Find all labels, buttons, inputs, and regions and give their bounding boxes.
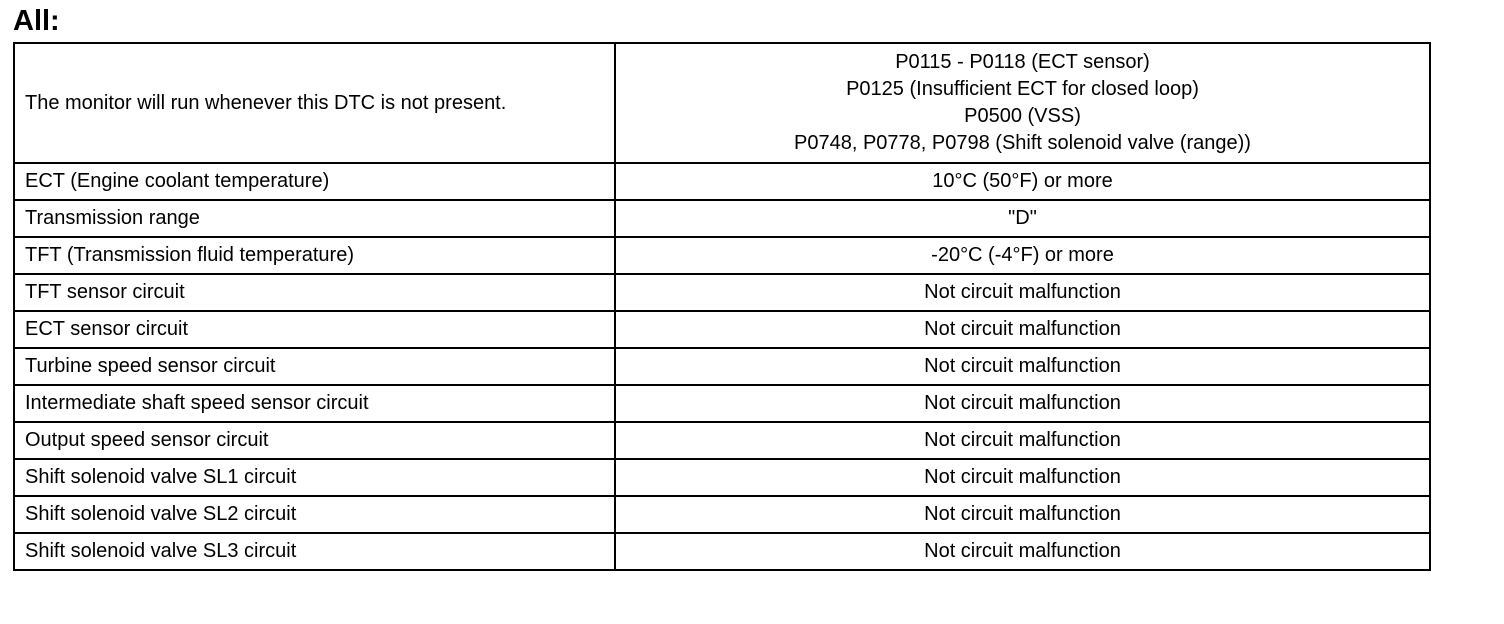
row-label: ECT (Engine coolant temperature) (14, 163, 615, 200)
row-value: Not circuit malfunction (615, 385, 1430, 422)
row-value: Not circuit malfunction (615, 348, 1430, 385)
row-value: Not circuit malfunction (615, 459, 1430, 496)
dtc-list-cell (615, 43, 1430, 163)
table-row (14, 496, 1430, 533)
table-row (14, 533, 1430, 570)
row-label: Shift solenoid valve SL3 circuit (14, 533, 615, 570)
table-row (14, 311, 1430, 348)
dtc-item: P0125 (Insufficient ECT for closed loop) (846, 78, 1199, 100)
table-row-dtc-not-present (14, 43, 1430, 163)
row-value: -20°C (-4°F) or more (615, 237, 1430, 274)
table-row (14, 237, 1430, 274)
row-label: TFT sensor circuit (14, 274, 615, 311)
row-label: Shift solenoid valve SL1 circuit (14, 459, 615, 496)
row-value: Not circuit malfunction (615, 274, 1430, 311)
section-heading: All: (13, 5, 60, 37)
row-value: "D" (615, 200, 1430, 237)
dtc-item: P0500 (VSS) (964, 105, 1081, 127)
row-value: Not circuit malfunction (615, 496, 1430, 533)
table-row (14, 459, 1430, 496)
row-value: 10°C (50°F) or more (615, 163, 1430, 200)
table-row (14, 200, 1430, 237)
row-label: Output speed sensor circuit (14, 422, 615, 459)
table-row (14, 422, 1430, 459)
table-row (14, 163, 1430, 200)
table-row (14, 348, 1430, 385)
row-value: Not circuit malfunction (615, 311, 1430, 348)
row-label: ECT sensor circuit (14, 311, 615, 348)
table-row (14, 274, 1430, 311)
monitor-conditions-table (13, 42, 1431, 571)
row-label: Transmission range (14, 200, 615, 237)
row-value: Not circuit malfunction (615, 422, 1430, 459)
row-label: TFT (Transmission fluid temperature) (14, 237, 615, 274)
row-value: Not circuit malfunction (615, 533, 1430, 570)
row-label: Shift solenoid valve SL2 circuit (14, 496, 615, 533)
dtc-item: P0748, P0778, P0798 (Shift solenoid valve (range)) (794, 132, 1251, 154)
table-row (14, 385, 1430, 422)
row-label: The monitor will run whenever this DTC is not present. (14, 43, 615, 163)
row-label: Intermediate shaft speed sensor circuit (14, 385, 615, 422)
dtc-item: P0115 - P0118 (ECT sensor) (895, 51, 1150, 73)
row-label: Turbine speed sensor circuit (14, 348, 615, 385)
